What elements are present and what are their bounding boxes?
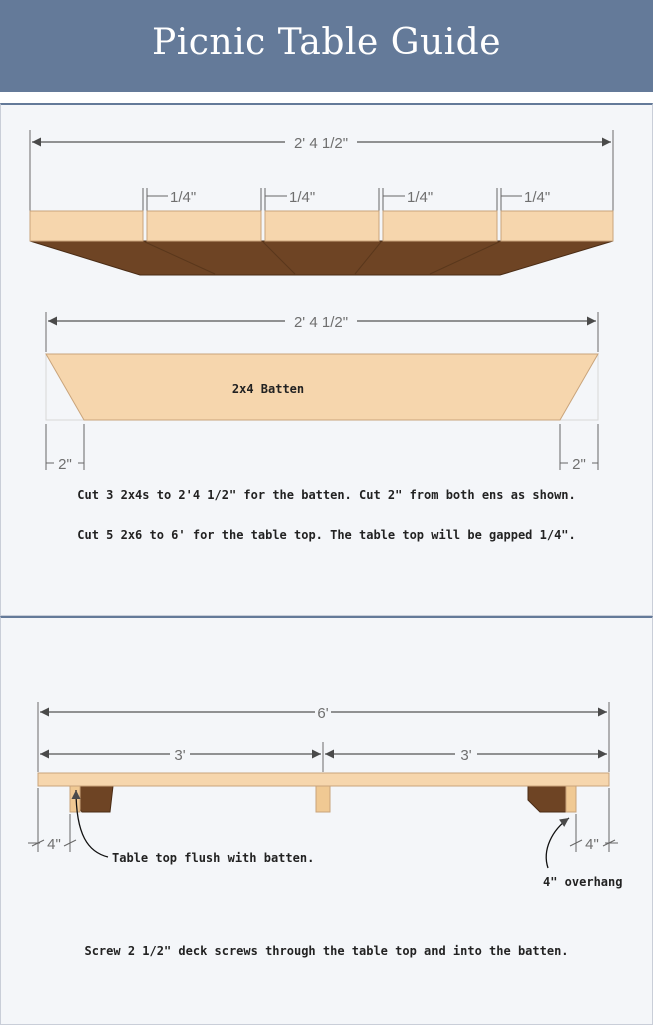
flush-note: Table top flush with batten. xyxy=(112,851,315,865)
tabletop-board-1 xyxy=(30,211,143,241)
batten-cut-view xyxy=(46,312,598,473)
side-view xyxy=(28,702,622,889)
center-batten xyxy=(316,786,330,812)
batten-board xyxy=(46,354,598,420)
right-inset-label: 4" xyxy=(585,836,599,853)
batten-width-label: 2' 4 1/2" xyxy=(293,314,349,331)
tabletop-end-view xyxy=(30,130,613,275)
tabletop-cut-instructions: Cut 5 2x6 to 6' for the table top. The table top will be gapped 1/4". xyxy=(77,528,576,542)
gap-markers xyxy=(143,188,522,212)
tabletop-board-2 xyxy=(147,211,261,241)
batten-cut-instructions: Cut 3 2x4s to 2'4 1/2" for the batten. Cut 2" from both ens as shown. xyxy=(77,488,576,502)
left-cut-label: 2" xyxy=(58,456,72,473)
overall-length-label: 6' xyxy=(317,705,329,722)
right-cut-label: 2" xyxy=(572,456,586,473)
overall-width-label: 2' 4 1/2" xyxy=(293,135,349,152)
overhang-note: 4" overhang xyxy=(543,875,623,889)
gap-label-4: 1/4" xyxy=(524,189,551,206)
screw-instructions: Screw 2 1/2" deck screws through the table top and into the batten. xyxy=(84,944,569,958)
left-half-label: 3' xyxy=(174,747,186,764)
batten-label: 2x4 Batten xyxy=(231,382,305,396)
tabletop-board-side xyxy=(38,773,609,786)
batten-end xyxy=(30,241,613,275)
tabletop-board-3 xyxy=(265,211,379,241)
tabletop-board-4 xyxy=(383,211,497,241)
page-title: Picnic Table Guide xyxy=(152,22,501,63)
gap-label-3: 1/4" xyxy=(407,189,434,206)
right-half-label: 3' xyxy=(460,747,472,764)
left-inset-label: 4" xyxy=(47,836,61,853)
gap-label-2: 1/4" xyxy=(289,189,316,206)
gap-label-1: 1/4" xyxy=(170,189,197,206)
overhang-callout-arrow xyxy=(546,818,569,868)
tabletop-board-5 xyxy=(501,211,613,241)
